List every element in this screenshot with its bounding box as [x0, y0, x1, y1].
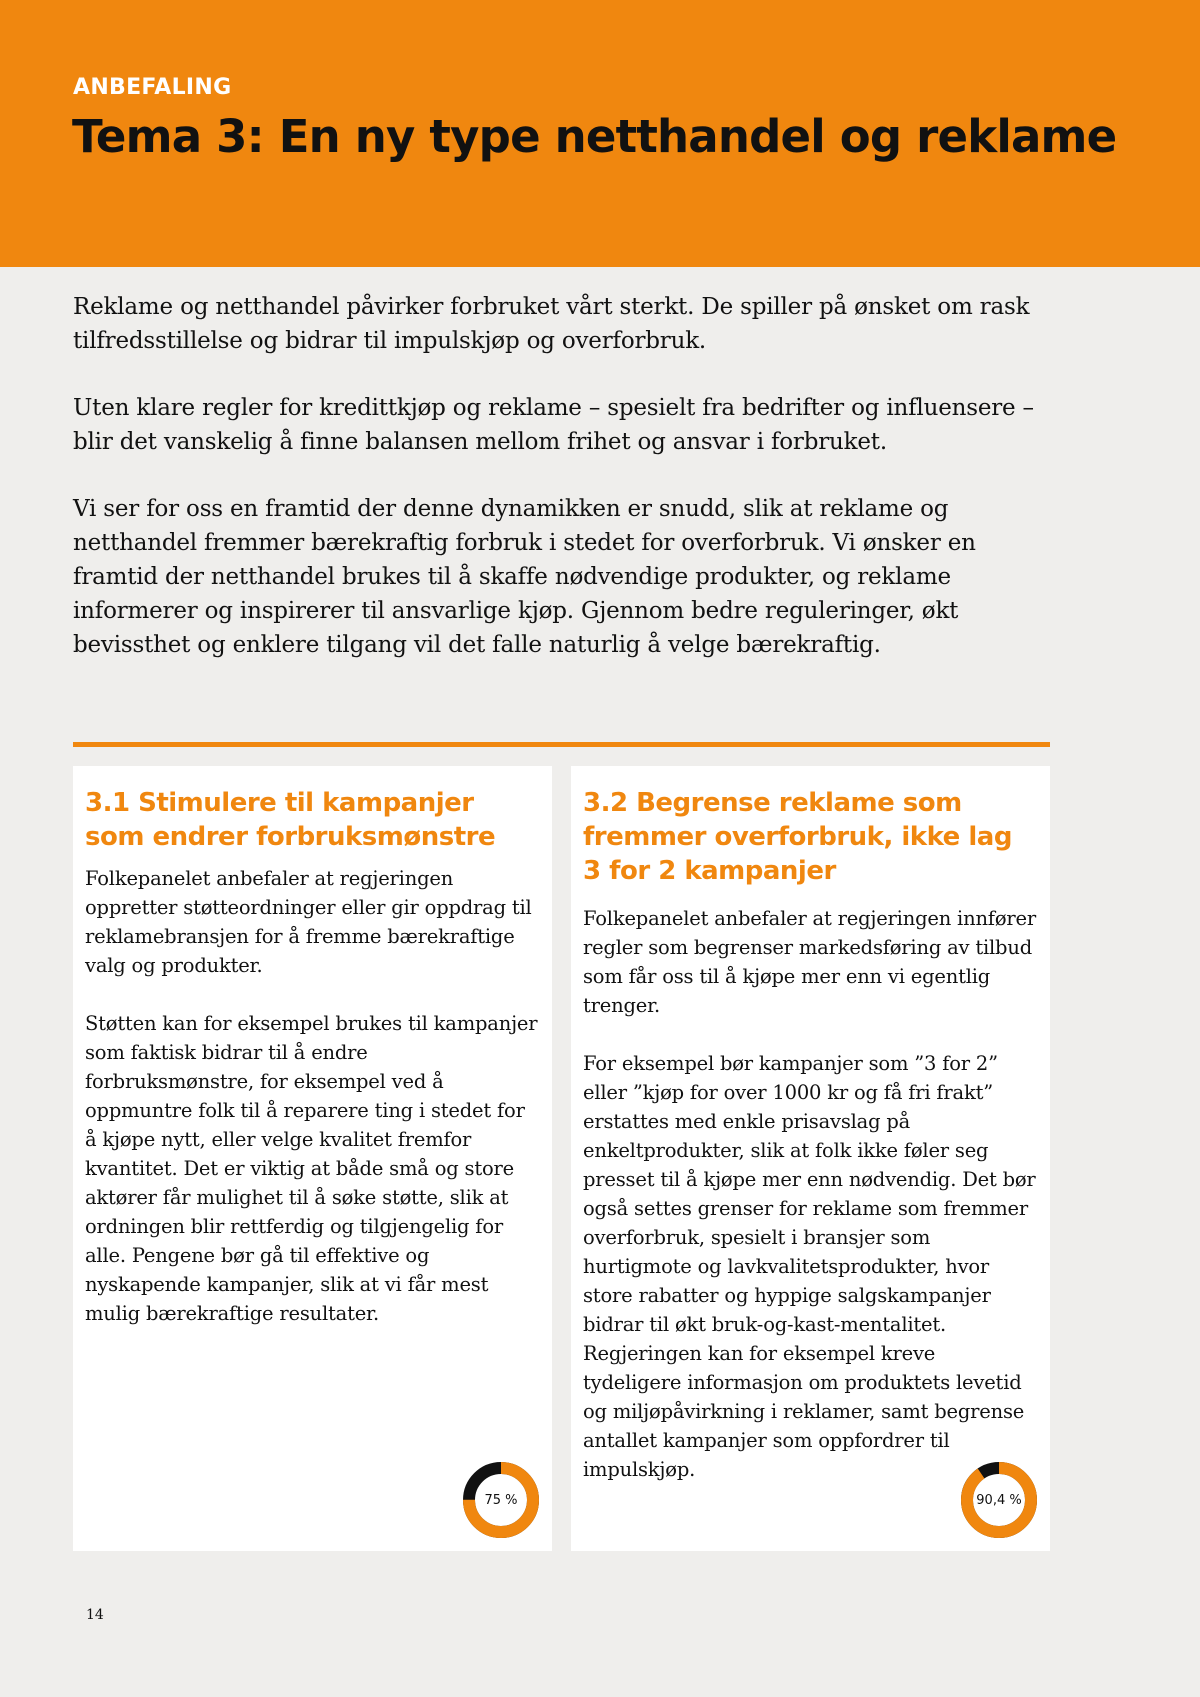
intro-paragraph: Vi ser for oss en framtid der denne dynamikken er snudd, slik at reklame og netthandel fremmer bærekraftig forbruk i stedet for overforbruk. Vi ønsker en framtid der netthandel brukes til å skaffe nødvendige produkter, og reklame informerer og inspirerer til ansvarlige kjøp. Gjennom bedre reguleringer, økt bevissthet og enklere tilgang vil det falle naturlig å velge bærekraftig. [73, 496, 976, 658]
intro-text [73, 290, 1053, 695]
support-percentage: 90,4 % [976, 1492, 1022, 1508]
recommendation-card-3-2 [571, 766, 1050, 1551]
recommendation-title: 3.1 Stimulere til kampanjer som endrer forbruksmønstre [85, 788, 496, 852]
recommendation-title: 3.2 Begrense reklame som fremmer overforbruk, ikke lag 3 for 2 kampanjer [583, 788, 1012, 886]
intro-paragraph: Reklame og netthandel påvirker forbruket vårt sterkt. De spiller på ønsket om rask tilfredsstillelse og bidrar til impulskjøp og overforbruk. [73, 294, 1030, 354]
support-donut-chart [960, 1461, 1038, 1539]
header-band [0, 0, 1200, 267]
page-title: Tema 3: En ny type netthandel og reklame [72, 110, 1117, 163]
section-kicker: ANBEFALING [73, 75, 232, 100]
section-divider [73, 742, 1050, 747]
support-percentage: 75 % [484, 1492, 518, 1508]
recommendation-paragraph: Folkepanelet anbefaler at regjeringen innfører regler som begrenser markedsføring av tilbud som får oss til å kjøpe mer enn vi egentlig trenger. [583, 907, 1036, 1017]
intro-paragraph: Uten klare regler for kredittkjøp og reklame – spesielt fra bedrifter og influensere – blir det vanskelig å finne balansen mellom frihet og ansvar i forbruket. [73, 395, 1034, 455]
recommendation-paragraph: Folkepanelet anbefaler at regjeringen oppretter støtteordninger eller gir oppdrag til reklamebransjen for å fremme bærekraftige valg og produkter. [85, 867, 532, 977]
support-donut-chart [462, 1461, 540, 1539]
page-number: 14 [86, 1607, 104, 1623]
recommendation-paragraph: For eksempel bør kampanjer som ”3 for 2” eller ”kjøp for over 1000 kr og få fri frakt” erstattes med enkle prisavslag på enkeltprodukter, slik at folk ikke føler seg presset til å kjøpe mer enn nødvendig. Det bør også settes grenser for reklame som fremmer overforbruk, spesielt i bransjer som hurtigmote og lavkvalitetsprodukter, hvor store rabatter og hyppige salgskampanjer bidrar til økt bruk-og-kast-mentalitet. Regjeringen kan for eksempel kreve tydeligere informasjon om produktets levetid og miljøpåvirkning i reklamer, samt begrense antallet kampanjer som oppfordrer til impulskjøp. [583, 1052, 1036, 1481]
recommendation-card-3-1 [73, 766, 552, 1551]
recommendation-paragraph: Støtten kan for eksempel brukes til kampanjer som faktisk bidrar til å endre forbruksmønstre, for eksempel ved å oppmuntre folk til å reparere ting i stedet for å kjøpe nytt, eller velge kvalitet fremfor kvantitet. Det er viktig at både små og store aktører får mulighet til å søke støtte, slik at ordningen blir rettferdig og tilgjengelig for alle. Pengene bør gå til effektive og nyskapende kampanjer, slik at vi får mest mulig bærekraftige resultater. [85, 1012, 538, 1325]
